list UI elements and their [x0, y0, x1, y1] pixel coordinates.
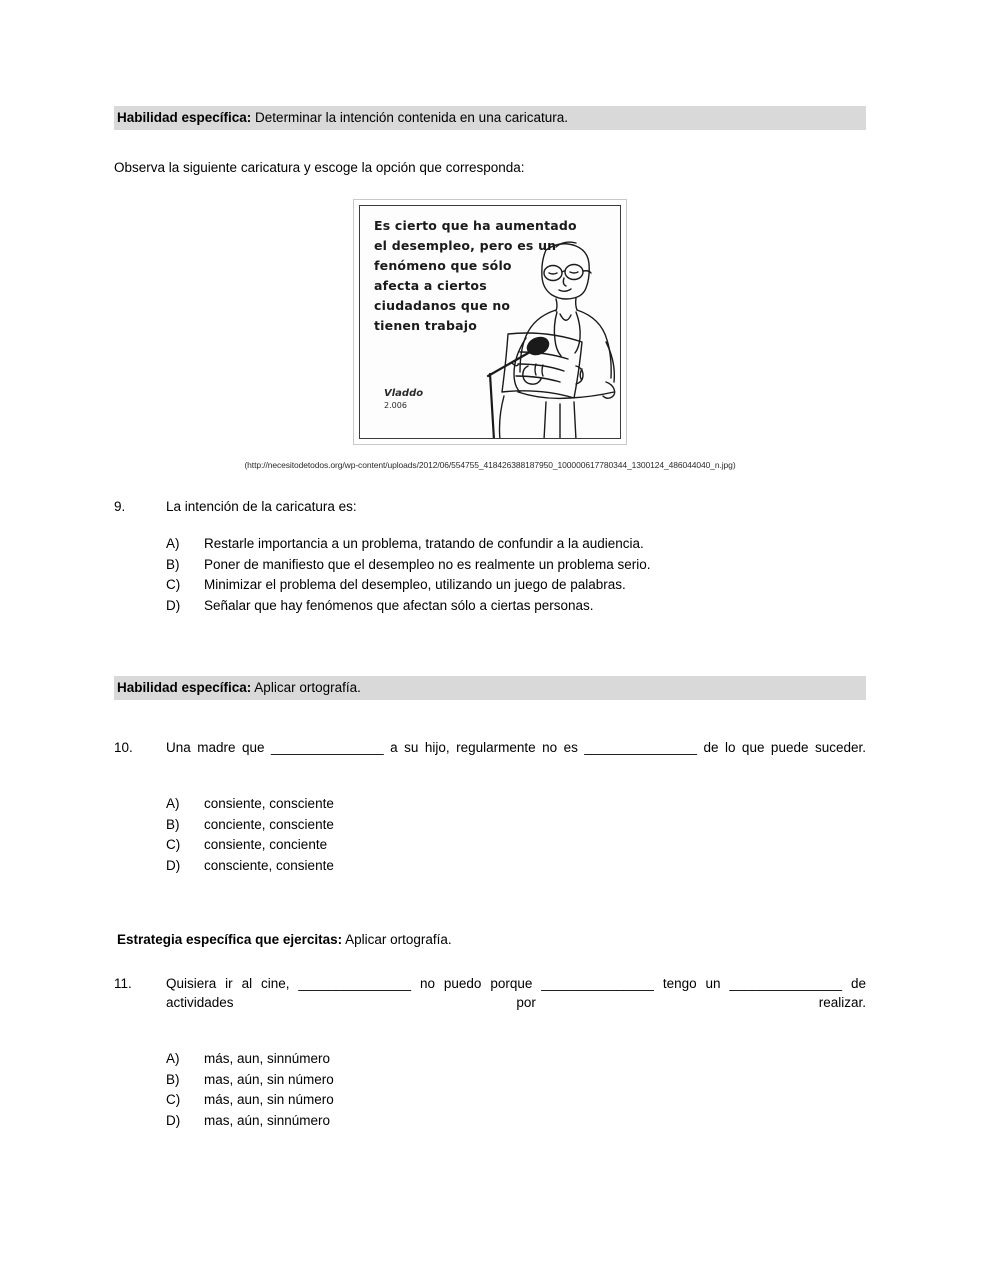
skill-banner-3	[114, 928, 866, 952]
question-11-number: 11.	[114, 976, 132, 991]
option-b[interactable]	[166, 1070, 866, 1091]
option-d-letter: D)	[166, 597, 181, 613]
option-b[interactable]	[166, 815, 866, 836]
section-spacer-2	[114, 876, 866, 928]
question-10-blank-1[interactable]: _______________	[271, 740, 384, 755]
svg-text:ciudadanos que no: ciudadanos que no	[374, 298, 511, 313]
option-c[interactable]	[166, 835, 866, 856]
option-d-letter: D)	[166, 1112, 181, 1128]
option-a[interactable]	[166, 1049, 866, 1070]
page-content	[114, 106, 866, 1131]
option-a-text: Restarle importancia a un problema, tratando de confundir a la audiencia.	[204, 536, 644, 551]
question-10-stem-part-1: Una madre que	[166, 740, 271, 755]
skill-banner-3-label: Estrategia específica que ejercitas:	[117, 932, 343, 947]
option-a-text: consiente, consciente	[204, 796, 334, 811]
svg-text:el desempleo, pero es un: el desempleo, pero es un	[374, 238, 557, 253]
question-11	[114, 974, 866, 1131]
option-b-letter: B)	[166, 1071, 180, 1087]
question-9-stem-row	[114, 497, 866, 516]
skill-banner-1-value: Determinar la intención contenida en una caricatura.	[251, 110, 568, 125]
question-11-stem-part-1: Quisiera ir al cine,	[166, 976, 299, 991]
option-c-text: Minimizar el problema del desempleo, utilizando un juego de palabras.	[204, 577, 626, 592]
question-11-stem-part-4: de actividades por realizar.	[166, 976, 866, 1010]
question-9-number: 9.	[114, 499, 126, 514]
svg-text:2.006: 2.006	[384, 401, 407, 410]
cartoon-image	[353, 199, 627, 445]
question-10-number: 10.	[114, 740, 133, 755]
skill-banner-2-value: Aplicar ortografía.	[251, 680, 361, 695]
question-9-stem: La intención de la caricatura es:	[166, 499, 357, 514]
question-10-options	[166, 794, 866, 876]
option-d-text: Señalar que hay fenómenos que afectan sólo a ciertas personas.	[204, 597, 594, 613]
option-c-letter: C)	[166, 1092, 181, 1107]
option-a-text: más, aun, sinnúmero	[204, 1051, 331, 1066]
question-11-blank-3[interactable]: _______________	[729, 976, 843, 991]
option-d[interactable]	[166, 856, 866, 877]
question-9	[114, 497, 866, 616]
svg-text:tienen trabajo: tienen trabajo	[374, 318, 477, 333]
question-11-stem-part-3: tengo un	[653, 976, 730, 991]
question-11-blank-2[interactable]: _______________	[541, 976, 654, 991]
skill-banner-2-label: Habilidad específica:	[117, 680, 252, 695]
question-11-options	[166, 1049, 866, 1131]
option-a[interactable]	[166, 794, 866, 815]
option-c-text: consiente, conciente	[204, 837, 328, 852]
cartoon-drawing	[360, 206, 621, 439]
svg-text:fenómeno que sólo: fenómeno que sólo	[374, 258, 512, 273]
option-c-text: más, aun, sin número	[204, 1092, 334, 1107]
option-d[interactable]	[166, 596, 866, 617]
option-b-text: conciente, consciente	[204, 816, 334, 832]
option-a-letter: A)	[166, 536, 180, 551]
question-11-stem-part-2: no puedo porque	[411, 976, 542, 991]
question-11-stem	[166, 974, 866, 1031]
option-b-letter: B)	[166, 816, 180, 832]
skill-banner-2	[114, 676, 866, 700]
option-d-text: mas, aún, sinnúmero	[204, 1112, 331, 1128]
skill-banner-3-value: Aplicar ortografía.	[342, 932, 452, 947]
svg-text:Vladdo: Vladdo	[384, 388, 424, 399]
option-c-letter: C)	[166, 837, 181, 852]
cartoon-frame	[359, 205, 621, 439]
question-11-blank-1[interactable]: _______________	[298, 976, 412, 991]
question-10-stem-part-2: a su hijo, regularmente no es	[383, 740, 585, 755]
option-a[interactable]	[166, 534, 866, 555]
option-b-text: mas, aún, sin número	[204, 1071, 334, 1087]
question-10-stem-part-3: de lo que puede suceder.	[696, 740, 866, 755]
option-c-letter: C)	[166, 577, 181, 592]
option-d-text: consciente, consiente	[204, 857, 334, 873]
instruction-text: Observa la siguiente caricatura y escoge la opción que corresponda:	[114, 160, 525, 175]
skill-banner-1	[114, 106, 866, 130]
question-10-stem	[166, 738, 866, 776]
question-9-options	[166, 534, 866, 616]
option-a-letter: A)	[166, 796, 180, 811]
question-10-stem-row	[114, 738, 866, 776]
question-11-stem-row	[114, 974, 866, 1031]
cartoon-figure	[114, 199, 866, 471]
option-b-letter: B)	[166, 556, 180, 572]
option-a-letter: A)	[166, 1051, 180, 1066]
figure-caption: (http://necesitodetodos.org/wp-content/uploads/2012/06/554755_418426388187950_100000617780344_1300124_486044040_n.jpg)	[244, 460, 736, 470]
option-d[interactable]	[166, 1111, 866, 1132]
option-c[interactable]	[166, 1090, 866, 1111]
option-d-letter: D)	[166, 857, 181, 873]
section-spacer-1	[114, 616, 866, 676]
skill-banner-1-label: Habilidad específica:	[117, 110, 252, 125]
option-c[interactable]	[166, 575, 866, 596]
question-10	[114, 738, 866, 876]
svg-text:afecta a ciertos: afecta a ciertos	[374, 278, 487, 293]
svg-text:Es cierto que ha aumentado: Es cierto que ha aumentado	[374, 218, 577, 233]
option-b-text: Poner de manifiesto que el desempleo no es realmente un problema serio.	[204, 556, 651, 572]
option-b[interactable]	[166, 555, 866, 576]
question-10-blank-2[interactable]: _______________	[584, 740, 697, 755]
